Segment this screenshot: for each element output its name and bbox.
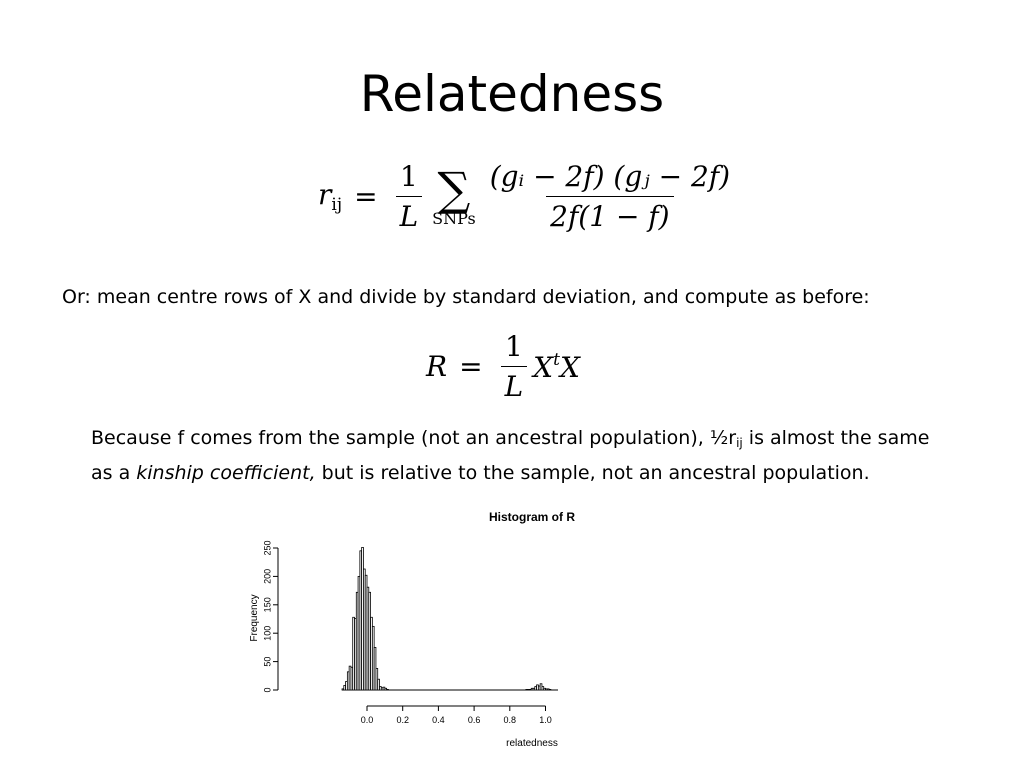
fraction-denominator: L	[399, 200, 419, 233]
chart-title: Histogram of R	[488, 510, 576, 524]
x-tick-label: 0.0	[360, 715, 374, 725]
y-tick-label: 250	[262, 540, 273, 556]
mean-centre-text: Or: mean centre rows of X and divide by standard deviation, and compute as before:	[62, 286, 870, 308]
x-axis-label: relatedness	[506, 738, 558, 749]
y-tick-label: 200	[262, 568, 273, 584]
y-tick-label: 50	[262, 656, 273, 667]
x-axis	[361, 706, 558, 749]
x-tick-label: 1.0	[539, 715, 552, 725]
y-axis	[249, 540, 278, 692]
summation	[432, 161, 476, 228]
genotype-denominator: 2f(1 − f)	[546, 196, 673, 233]
kinship-paragraph	[91, 423, 951, 488]
r-symbol: r	[318, 178, 332, 211]
histogram-bars	[342, 547, 551, 690]
one-over-l-fraction	[396, 160, 423, 233]
matrix-equals-sign: =	[459, 350, 483, 383]
histogram-chart	[230, 500, 770, 756]
r-subscript: ij	[331, 195, 343, 215]
x-ticks	[361, 706, 552, 725]
sum-lower-limit: SNPs	[432, 208, 476, 228]
kinship-coefficient-term: kinship coefficient,	[136, 462, 316, 484]
r-matrix: R	[426, 350, 448, 383]
y-tick-label: 100	[262, 625, 273, 641]
matrix-equation	[426, 330, 580, 403]
y-tick-label: 150	[262, 597, 273, 613]
x-tick-label: 0.6	[467, 715, 481, 725]
x-tick-label: 0.8	[503, 715, 517, 725]
paragraph-part2: is almost the same as a	[91, 427, 930, 484]
paragraph-part3: but is relative to the sample, not an ancestral population.	[315, 462, 870, 484]
sum-symbol: ∑	[437, 161, 471, 216]
x-tick-label: 0.2	[396, 715, 409, 725]
paragraph-part1: Because f comes from the sample (not an ancestral population), ½r	[91, 427, 737, 449]
equals-sign: =	[354, 180, 378, 213]
histogram-bar	[387, 689, 389, 690]
y-tick-label: 0	[262, 687, 273, 693]
matrix-fraction	[501, 330, 528, 403]
transpose-superscript: t	[553, 349, 560, 370]
slide-title: Relatedness	[359, 65, 665, 123]
matrix-fraction-numerator: 1	[504, 330, 523, 363]
histogram-bar	[549, 689, 551, 690]
x-transpose: X	[533, 350, 554, 384]
x-tick-label: 0.4	[432, 715, 445, 725]
genotype-numerator: (gᵢ − 2f) (gⱼ − 2f)	[489, 160, 731, 193]
paragraph-subscript: ij	[736, 436, 743, 450]
y-ticks	[262, 540, 278, 692]
matrix-fraction-denominator: L	[504, 370, 524, 403]
fraction-numerator: 1	[399, 160, 418, 193]
genotype-fraction	[486, 160, 734, 233]
relatedness-equation	[318, 160, 740, 233]
x-matrix: X	[559, 350, 580, 384]
y-axis-label: Frequency	[249, 594, 260, 642]
